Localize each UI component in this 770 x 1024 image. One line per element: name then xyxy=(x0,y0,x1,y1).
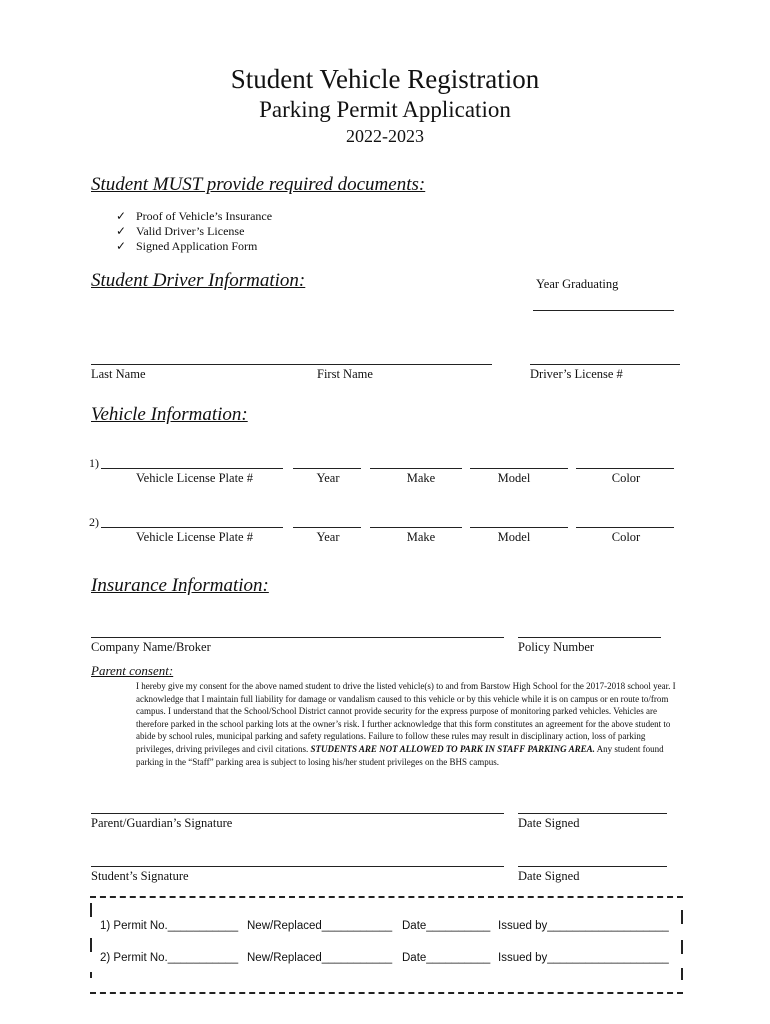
company-label: Company Name/Broker xyxy=(91,640,211,654)
model-label: Model xyxy=(497,530,531,544)
driver-heading: Student Driver Information: xyxy=(91,270,306,291)
check-icon: ✓ xyxy=(116,224,127,238)
parent-date-field[interactable] xyxy=(518,813,667,814)
year-label: Year xyxy=(316,471,340,485)
permit-number-field[interactable]: 2) Permit No.___________ xyxy=(100,952,239,964)
insurance-heading: Insurance Information: xyxy=(91,575,269,596)
check-icon: ✓ xyxy=(116,209,127,223)
year-field[interactable] xyxy=(293,468,361,469)
drivers-license-field[interactable] xyxy=(530,364,680,365)
consent-paragraph: I hereby give my consent for the above named student to drive the listed vehicle(s) to and from Barstow High School for the 2017-2018 school year. I acknowledge that I maintain full liability for damage or vandalism caused to this vehicle or by this vehicle while it is on campus or en route to/from campus. I understand that the School/School District cannot provide security for the express purpose of monitoring parked vehicles. Vehicles are therefore parked in the school parking lots at the owner’s risk. I further acknowledge that this form constitutes an agreement for the above student to abide by school rules, municipal parking and safety regulations. Failure to follow these rules may result in disciplinary action, loss of parking privileges, driving privileges and civil citations. STUDENTS ARE NOT ALLOWED TO PARK IN STAFF PARKING AREA. Any student found parking in the “Staff” parking area is subject to losing his/her student privileges on the BHS campus. xyxy=(136,681,676,767)
check-icon: ✓ xyxy=(116,239,127,253)
color-field[interactable] xyxy=(576,527,674,528)
vehicle-row-number: 2) xyxy=(89,515,99,529)
model-label: Model xyxy=(497,471,531,485)
documents-list xyxy=(116,209,272,254)
student-signature-label: Student’s Signature xyxy=(91,869,189,883)
plate-field[interactable] xyxy=(101,468,283,469)
model-field[interactable] xyxy=(470,527,568,528)
color-field[interactable] xyxy=(576,468,674,469)
permit-number-field[interactable]: 1) Permit No.___________ xyxy=(100,920,239,932)
consent-emphasis: STUDENTS ARE NOT ALLOWED TO PARK IN STAFF PARKING AREA. xyxy=(310,743,595,754)
policy-label: Policy Number xyxy=(518,640,595,654)
student-signature-field[interactable] xyxy=(91,866,504,867)
year-label: Year xyxy=(316,530,340,544)
last-name-label: Last Name xyxy=(91,367,146,381)
document-item: ✓ Signed Application Form xyxy=(116,239,258,253)
name-field[interactable] xyxy=(91,364,492,365)
new-replaced-field[interactable]: New/Replaced___________ xyxy=(247,952,393,964)
first-name-label: First Name xyxy=(317,367,373,381)
vehicle-row-number: 1) xyxy=(89,456,99,470)
permit-date-field[interactable]: Date__________ xyxy=(402,920,491,932)
year-graduating-label: Year Graduating xyxy=(536,277,619,291)
plate-label: Vehicle License Plate # xyxy=(136,530,253,544)
plate-field[interactable] xyxy=(101,527,283,528)
parent-date-label: Date Signed xyxy=(518,816,580,830)
permit-box xyxy=(90,896,683,994)
year-graduating-field[interactable] xyxy=(533,310,674,311)
policy-field[interactable] xyxy=(518,637,661,638)
permit-date-field[interactable]: Date__________ xyxy=(402,952,491,964)
student-date-label: Date Signed xyxy=(518,869,580,883)
model-field[interactable] xyxy=(470,468,568,469)
color-label: Color xyxy=(611,530,641,544)
document-item: ✓ Proof of Vehicle’s Insurance xyxy=(116,209,273,223)
make-label: Make xyxy=(406,530,436,544)
parent-signature-label: Parent/Guardian’s Signature xyxy=(91,816,233,830)
page-title: Student Vehicle Registration xyxy=(230,64,540,94)
consent-heading: Parent consent: xyxy=(91,663,174,678)
drivers-license-label: Driver’s License # xyxy=(530,367,623,381)
student-date-field[interactable] xyxy=(518,866,667,867)
new-replaced-field[interactable]: New/Replaced___________ xyxy=(247,920,393,932)
page-subtitle: Parking Permit Application xyxy=(259,97,511,122)
year-field[interactable] xyxy=(293,527,361,528)
document-item: ✓ Valid Driver’s License xyxy=(116,224,245,238)
parent-signature-field[interactable] xyxy=(91,813,504,814)
school-year: 2022-2023 xyxy=(346,126,424,146)
company-field[interactable] xyxy=(91,637,504,638)
make-label: Make xyxy=(406,471,436,485)
issued-by-field[interactable]: Issued by___________________ xyxy=(498,920,669,932)
issued-by-field[interactable]: Issued by___________________ xyxy=(498,952,669,964)
documents-heading: Student MUST provide required documents: xyxy=(91,174,426,195)
make-field[interactable] xyxy=(370,468,462,469)
make-field[interactable] xyxy=(370,527,462,528)
plate-label: Vehicle License Plate # xyxy=(136,471,253,485)
vehicle-heading: Vehicle Information: xyxy=(91,404,248,425)
color-label: Color xyxy=(611,471,641,485)
